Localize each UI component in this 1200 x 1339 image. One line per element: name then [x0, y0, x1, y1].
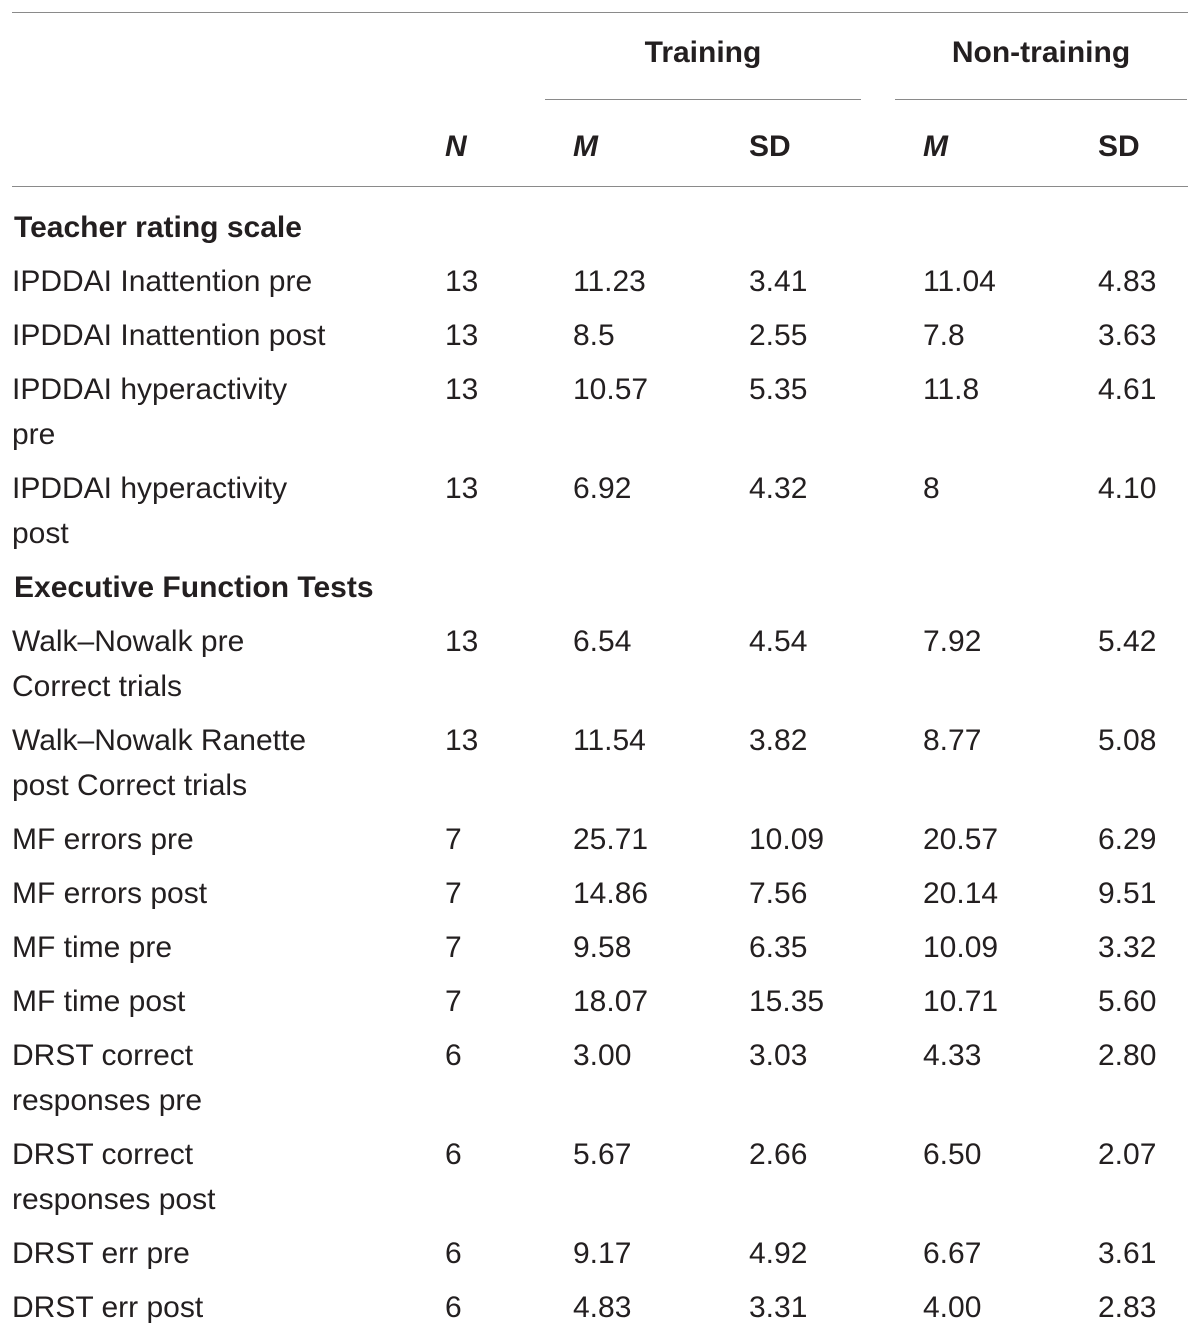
cell-sd-nontraining: 5.60 [1098, 985, 1157, 1018]
cell-n: 6 [445, 1138, 462, 1171]
cell-sd-training: 3.41 [749, 265, 808, 298]
cell-n: 6 [445, 1237, 462, 1270]
nontraining-group-rule [895, 99, 1187, 100]
row-label: MF errors pre [12, 823, 194, 856]
cell-m-training: 9.17 [573, 1237, 632, 1270]
cell-m-training: 3.00 [573, 1039, 632, 1072]
cell-m-nontraining: 10.71 [923, 985, 999, 1018]
cell-m-nontraining: 7.92 [923, 625, 982, 658]
cell-sd-nontraining: 5.42 [1098, 625, 1157, 658]
cell-sd-nontraining: 3.63 [1098, 319, 1157, 352]
cell-m-training: 8.5 [573, 319, 615, 352]
training-group-rule [545, 99, 861, 100]
cell-m-training: 25.71 [573, 823, 649, 856]
cell-n: 13 [445, 724, 479, 757]
row-label: IPDDAI Inattention post [12, 319, 326, 352]
cell-sd-training: 2.55 [749, 319, 808, 352]
cell-n: 6 [445, 1291, 462, 1324]
cell-m-nontraining: 11.04 [923, 265, 996, 298]
row-label: post Correct trials [12, 769, 248, 802]
cell-m-nontraining: 20.57 [923, 823, 999, 856]
col-header-sd-nontraining: SD [1098, 130, 1140, 163]
cell-sd-training: 7.56 [749, 877, 808, 910]
cell-n: 13 [445, 373, 479, 406]
cell-sd-nontraining: 4.10 [1098, 472, 1157, 505]
cell-sd-nontraining: 4.83 [1098, 265, 1157, 298]
row-label: IPDDAI hyperactivity [12, 373, 288, 406]
row-label: Walk–Nowalk pre [12, 625, 245, 658]
row-label: IPDDAI Inattention pre [12, 265, 313, 298]
cell-m-training: 6.54 [573, 625, 632, 658]
cell-sd-nontraining: 3.61 [1098, 1237, 1157, 1270]
cell-sd-training: 3.82 [749, 724, 808, 757]
cell-sd-nontraining: 5.08 [1098, 724, 1157, 757]
cell-n: 13 [445, 625, 479, 658]
cell-sd-training: 10.09 [749, 823, 825, 856]
cell-m-nontraining: 8.77 [923, 724, 982, 757]
cell-n: 13 [445, 265, 479, 298]
cell-m-training: 11.54 [573, 724, 646, 757]
row-label: MF errors post [12, 877, 208, 910]
col-header-m-nontraining: M [923, 130, 948, 163]
row-label: responses post [12, 1183, 216, 1216]
cell-m-training: 10.57 [573, 373, 649, 406]
cell-sd-training: 4.54 [749, 625, 808, 658]
section-title: Executive Function Tests [14, 571, 374, 604]
row-label: MF time post [12, 985, 186, 1018]
cell-m-training: 5.67 [573, 1138, 632, 1171]
row-label: IPDDAI hyperactivity [12, 472, 288, 505]
cell-sd-training: 15.35 [749, 985, 825, 1018]
cell-sd-nontraining: 2.07 [1098, 1138, 1157, 1171]
cell-m-nontraining: 6.67 [923, 1237, 982, 1270]
cell-sd-nontraining: 2.80 [1098, 1039, 1157, 1072]
cell-m-nontraining: 4.00 [923, 1291, 982, 1324]
cell-sd-nontraining: 9.51 [1098, 877, 1157, 910]
cell-m-nontraining: 10.09 [923, 931, 999, 964]
cell-sd-nontraining: 4.61 [1098, 373, 1157, 406]
cell-m-nontraining: 7.8 [923, 319, 965, 352]
cell-sd-nontraining: 3.32 [1098, 931, 1157, 964]
cell-m-nontraining: 4.33 [923, 1039, 982, 1072]
cell-n: 7 [445, 985, 462, 1018]
row-label: DRST correct [12, 1039, 194, 1072]
cell-n: 7 [445, 931, 462, 964]
col-header-n: N [445, 130, 467, 163]
cell-m-training: 11.23 [573, 265, 646, 298]
cell-m-training: 14.86 [573, 877, 649, 910]
row-label: pre [12, 418, 56, 451]
top-rule [12, 12, 1188, 13]
cell-n: 6 [445, 1039, 462, 1072]
cell-n: 7 [445, 877, 462, 910]
cell-n: 13 [445, 472, 479, 505]
row-label: DRST err post [12, 1291, 204, 1324]
cell-sd-training: 4.92 [749, 1237, 808, 1270]
cell-sd-nontraining: 6.29 [1098, 823, 1157, 856]
col-header-sd-training: SD [749, 130, 791, 163]
cell-sd-training: 2.66 [749, 1138, 808, 1171]
row-label: DRST correct [12, 1138, 194, 1171]
cell-sd-training: 3.31 [749, 1291, 808, 1324]
row-label: MF time pre [12, 931, 173, 964]
training-group-header: Training [644, 36, 762, 69]
cell-m-nontraining: 20.14 [923, 877, 999, 910]
row-label: DRST err pre [12, 1237, 190, 1270]
section-title: Teacher rating scale [14, 211, 302, 244]
col-header-m-training: M [573, 130, 598, 163]
cell-m-nontraining: 11.8 [923, 373, 980, 406]
cell-n: 13 [445, 319, 479, 352]
cell-n: 7 [445, 823, 462, 856]
cell-sd-training: 3.03 [749, 1039, 808, 1072]
cell-m-training: 18.07 [573, 985, 649, 1018]
cell-sd-training: 4.32 [749, 472, 808, 505]
cell-sd-training: 6.35 [749, 931, 808, 964]
cell-m-training: 9.58 [573, 931, 632, 964]
row-label: post [12, 517, 69, 550]
row-label: Walk–Nowalk Ranette [12, 724, 307, 757]
cell-m-training: 6.92 [573, 472, 632, 505]
header-bottom-rule [12, 186, 1188, 187]
cell-m-training: 4.83 [573, 1291, 632, 1324]
row-label: responses pre [12, 1084, 203, 1117]
cell-m-nontraining: 6.50 [923, 1138, 982, 1171]
row-label: Correct trials [12, 670, 183, 703]
cell-m-nontraining: 8 [923, 472, 940, 505]
nontraining-group-header: Non-training [951, 36, 1131, 69]
cell-sd-training: 5.35 [749, 373, 808, 406]
cell-sd-nontraining: 2.83 [1098, 1291, 1157, 1324]
